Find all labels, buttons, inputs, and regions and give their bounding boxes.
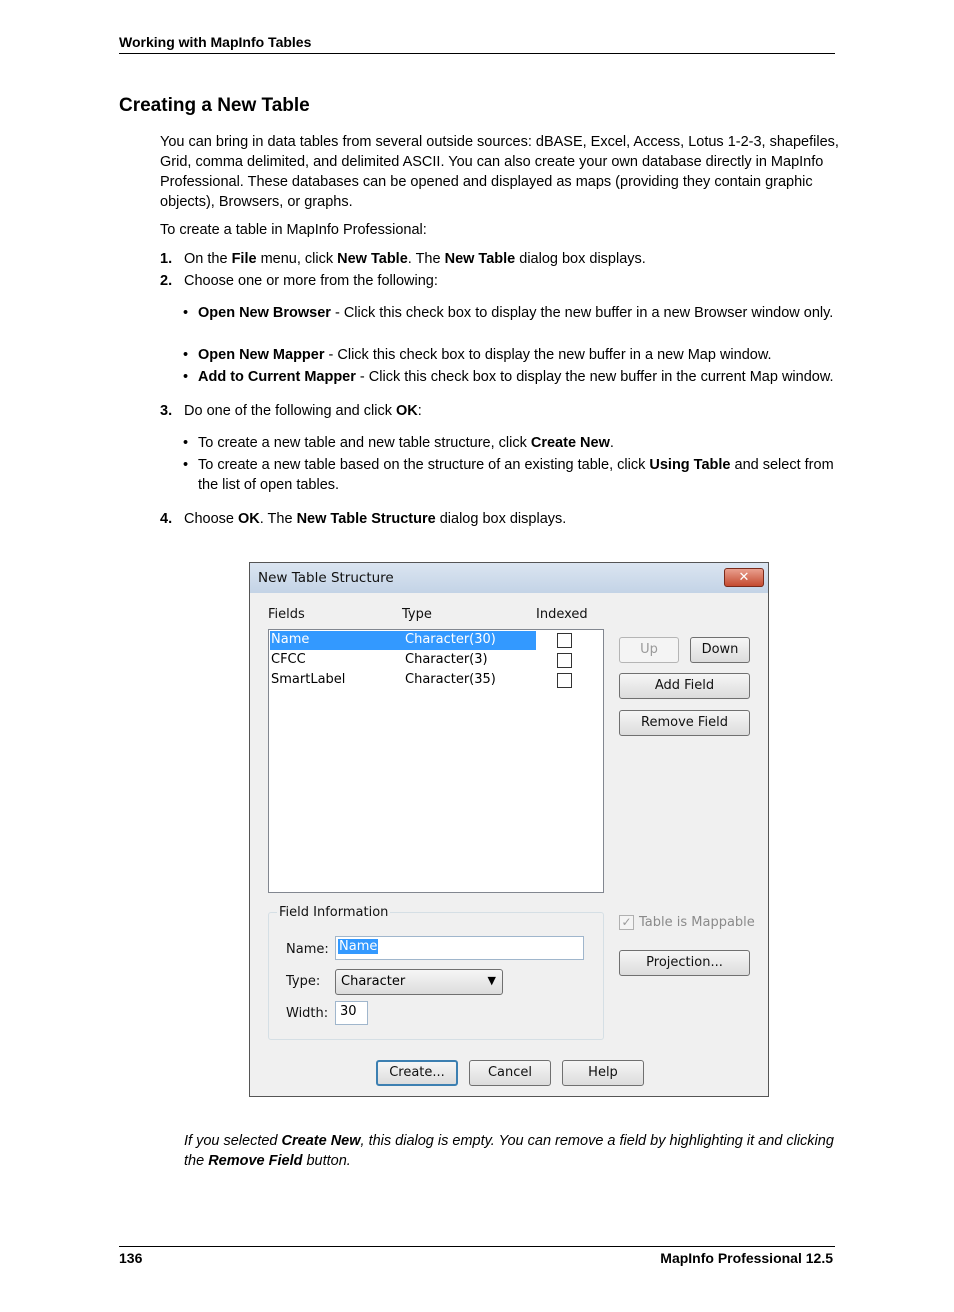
fields-list[interactable] [268, 629, 604, 893]
indexed-column-header: Indexed [536, 607, 588, 622]
add-field-button[interactable]: Add Field [619, 673, 750, 699]
new-table-structure-dialog [249, 562, 769, 1097]
figure-caption: If you selected Create New, this dialog is empty. You can remove a field by highlighting it and clicking the Remove Field button. [184, 1133, 834, 1169]
table-is-mappable-checkbox[interactable]: ✓ [619, 915, 634, 930]
remove-field-button[interactable]: Remove Field [619, 710, 750, 736]
indexed-checkbox[interactable] [557, 633, 572, 648]
help-button[interactable]: Help [562, 1060, 644, 1086]
name-field[interactable] [335, 936, 584, 960]
type-column-header: Type [402, 607, 432, 622]
intro-paragraph: You can bring in data tables from several outside sources: dBASE, Excel, Access, Lotus 1-2-3, shapefiles, Grid, comma delimited, and delimited ASCII. You can also create your own database directly in MapInfo Professional. These databases can be opened and displayed as maps (providing they contain graphic objects), Browsers, or graphs. [160, 134, 839, 210]
type-label: Type: [286, 974, 321, 989]
down-button[interactable]: Down [690, 637, 750, 663]
type-select[interactable]: Character ▼ [335, 969, 503, 995]
field-row-cfcc[interactable]: CFCC Character(3) [271, 652, 488, 667]
create-button[interactable]: Create... [376, 1060, 458, 1086]
field-information-title: Field Information [279, 905, 389, 920]
page-number: 136 [119, 1250, 143, 1266]
cancel-button[interactable]: Cancel [469, 1060, 551, 1086]
field-row-smartlabel[interactable]: SmartLabel Character(35) [271, 672, 496, 687]
dialog-titlebar [250, 563, 768, 593]
chevron-down-icon: ▼ [487, 974, 496, 987]
width-label: Width: [286, 1006, 329, 1021]
running-header: Working with MapInfo Tables [119, 34, 835, 54]
name-label: Name: [286, 942, 329, 957]
up-button[interactable]: Up [619, 637, 679, 663]
width-field[interactable]: 30 [335, 1001, 368, 1025]
field-row-name[interactable]: Name Character(30) [270, 631, 536, 650]
intro-lead-in: To create a table in MapInfo Professional: [160, 222, 427, 238]
section-title: Creating a New Table [119, 95, 310, 116]
indexed-checkbox[interactable] [557, 653, 572, 668]
product-name: MapInfo Professional 12.5 [660, 1250, 833, 1266]
table-is-mappable-label: Table is Mappable [639, 915, 755, 930]
dialog-title: New Table Structure [258, 570, 394, 586]
indexed-checkbox[interactable] [557, 673, 572, 688]
name-field-value: Name [339, 939, 378, 954]
running-footer [119, 1246, 835, 1266]
close-icon[interactable]: ✕ [724, 568, 764, 587]
projection-button[interactable]: Projection... [619, 950, 750, 976]
fields-column-header: Fields [268, 607, 305, 622]
